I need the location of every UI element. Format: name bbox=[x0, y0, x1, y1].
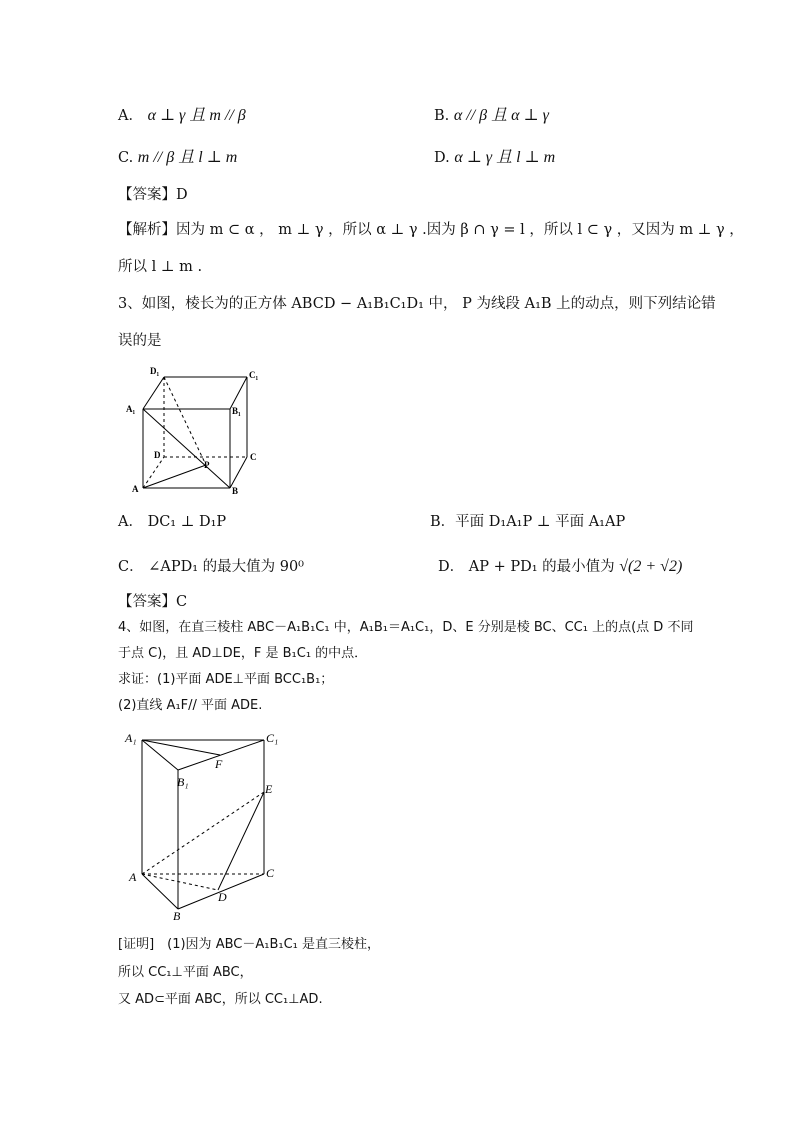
q2-option-b bbox=[434, 106, 549, 126]
q3-option-d-prefix: D． AP + PD₁ 的最小值为 bbox=[438, 559, 615, 575]
q2-option-d-math: α ⊥ γ 且 l ⊥ m bbox=[454, 149, 556, 166]
q2-analysis-line1: 【解析】因为 m ⊂ α ， m ⊥ γ ，所以 α ⊥ γ .因为 β ∩ γ = l ，所以 l ⊂ γ ，又因为 m ⊥ γ ， bbox=[118, 222, 744, 238]
q4-proof-line3: 又 AD⊂平面 ABC，所以 CC₁⊥AD. bbox=[118, 992, 323, 1007]
q3-option-d bbox=[438, 557, 682, 577]
q4-label-e: E bbox=[265, 782, 273, 796]
q3-label-d: D bbox=[154, 450, 161, 460]
q2-option-a bbox=[118, 106, 246, 126]
q3-stem-line2: 误的是 bbox=[118, 333, 162, 349]
q2-analysis-line2: 所以 l ⊥ m . bbox=[118, 259, 203, 275]
q4-prove-1: 求证：(1)平面 ADE⊥平面 BCC₁B₁； bbox=[118, 672, 334, 687]
q4-prism-figure bbox=[120, 722, 290, 922]
q4-label-d: D bbox=[218, 890, 227, 904]
q2-option-b-math: α // β 且 α ⊥ γ bbox=[453, 107, 549, 124]
q2-option-a-math: α ⊥ γ 且 m // β bbox=[147, 107, 246, 124]
q3-option-a: A． DC₁ ⊥ D₁P bbox=[118, 514, 227, 530]
q4-label-a: A bbox=[129, 870, 137, 884]
q4-stem-line1: 4、如图，在直三棱柱 ABC－A₁B₁C₁ 中，A₁B₁＝A₁C₁，D、E 分别是棱 BC、CC₁ 上的点(点 D 不同 bbox=[118, 620, 694, 635]
q3-label-b1: B₁ bbox=[232, 406, 241, 416]
q3-option-d-radical: √(2 + √2) bbox=[619, 558, 683, 575]
q3-label-d1: D₁ bbox=[150, 366, 160, 376]
q2-option-b-label: B. bbox=[434, 108, 450, 124]
q3-label-c1: C₁ bbox=[249, 370, 259, 380]
q2-option-d bbox=[434, 148, 555, 168]
q3-stem-line1: 3、如图，棱长为的正方体 ABCD − A₁B₁C₁D₁ 中， P 为线段 A₁B 上的动点，则下列结论错 bbox=[118, 296, 716, 312]
q2-option-a-label: A． bbox=[118, 108, 143, 124]
q4-label-b: B bbox=[173, 909, 181, 922]
q4-proof-line1: [证明] (1)因为 ABC－A₁B₁C₁ 是直三棱柱， bbox=[118, 937, 381, 952]
q4-proof-line2: 所以 CC₁⊥平面 ABC， bbox=[118, 965, 253, 980]
q3-label-c: C bbox=[250, 452, 257, 462]
q3-label-b: B bbox=[232, 486, 239, 496]
q3-option-b: B．平面 D₁A₁P ⊥ 平面 A₁AP bbox=[430, 514, 626, 530]
q3-option-c: C． ∠APD₁ 的最大值为 90⁰ bbox=[118, 559, 305, 575]
q3-label-p: P bbox=[204, 460, 210, 470]
q4-label-c1: C₁ bbox=[266, 731, 279, 745]
q4-label-f: F bbox=[215, 757, 223, 771]
q4-prove-2: (2)直线 A₁F// 平面 ADE. bbox=[118, 698, 263, 713]
q4-label-a1: A₁ bbox=[125, 731, 137, 745]
q2-answer: 【答案】D bbox=[118, 187, 188, 203]
q3-label-a1: A₁ bbox=[126, 404, 136, 414]
q2-option-c bbox=[118, 148, 237, 168]
q3-answer: 【答案】C bbox=[118, 594, 188, 610]
q2-option-c-label: C. bbox=[118, 150, 134, 166]
q2-option-c-math: m // β 且 l ⊥ m bbox=[137, 149, 238, 166]
q3-label-a: A bbox=[132, 484, 139, 494]
q3-cube-figure bbox=[120, 362, 270, 497]
q2-option-d-label: D. bbox=[434, 150, 450, 166]
q4-label-b1: B₁ bbox=[177, 775, 189, 789]
q4-label-c: C bbox=[266, 866, 275, 880]
q4-stem-line2: 于点 C)，且 AD⊥DE，F 是 B₁C₁ 的中点． bbox=[118, 646, 368, 661]
